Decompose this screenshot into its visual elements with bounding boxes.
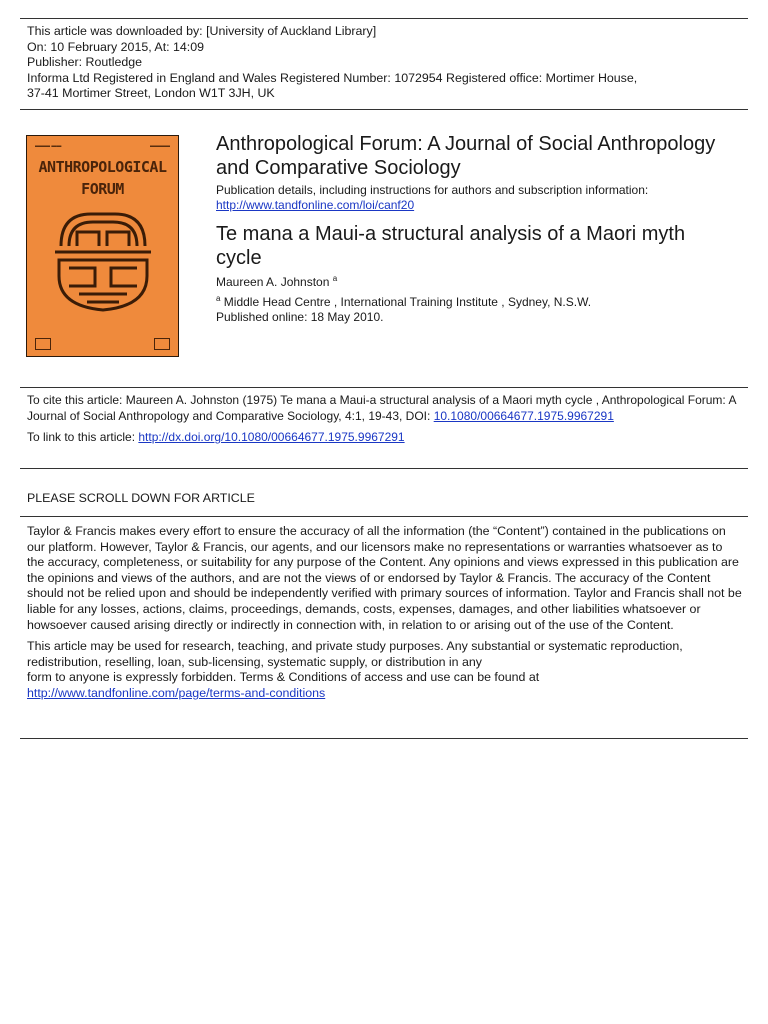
publication-details: Publication details, including instructions for authors and subscription information:	[216, 183, 649, 197]
header-line: 37-41 Mortimer Street, London W1T 3JH, UK	[27, 86, 275, 101]
top-rule	[20, 18, 748, 19]
journal-cover-image	[26, 135, 179, 357]
journal-title: Anthropological Forum: A Journal of Social Anthropology and Comparative Sociology	[216, 133, 716, 179]
cover-top-strip: ▬▬▬ ▬▬ ▬▬▬▬	[35, 143, 170, 149]
header-line: Publisher: Routledge	[27, 55, 143, 70]
usage-text: This article may be used for research, teaching, and private study purposes. Any substantial or systematic reproduction, redistribution, reselling, loan, sub-licensing, systematic supply, or distribution in any	[27, 639, 683, 669]
citation-rule	[20, 468, 748, 469]
cover-title-line: FORUM	[81, 180, 124, 198]
author-line	[216, 275, 736, 290]
article-title: Te mana a Maui-a structural analysis of a Maori myth cycle	[216, 223, 686, 269]
bottom-rule	[20, 738, 748, 739]
usage-text-2: form to anyone is expressly forbidden. Terms & Conditions of access and use can be found at	[27, 670, 540, 685]
disclaimer-block	[27, 524, 743, 708]
publisher-logo-icon	[35, 338, 51, 350]
header-line: Informa Ltd Registered in England and Wales Registered Number: 1072954 Registered office: Mortimer House,	[27, 70, 638, 85]
download-header	[27, 24, 742, 102]
cover-title	[33, 156, 172, 200]
affiliation-line	[216, 295, 736, 310]
terms-link[interactable]: http://www.tandfonline.com/page/terms-and-conditions	[27, 685, 326, 700]
disclaimer-paragraph: Taylor & Francis makes every effort to ensure the accuracy of all the information (the “Content”) contained in the publications on our platform. However, Taylor & Francis, our agents, and our licensors make no representations or warranties whatsoever as to the accuracy, completeness, or suitability for any purpose of the Content. Any opinions and views expressed in this publication are the opinions and views of the authors, and are not the views of or endorsed by Taylor & Francis. The accuracy of the Content should not be relied upon and should be independently verified with primary sources of information. Taylor and Francis shall not be liable for any losses, actions, claims, proceedings, demands, costs, expenses, damages, and other liabilities whatsoever or howsoever caused arising directly or indirectly in connection with, in relation to or arising out of the use of the Content.	[27, 524, 742, 632]
citation-block	[27, 393, 743, 452]
citation-text	[27, 393, 743, 424]
header-line: This article was downloaded by: [University of Auckland Library]	[27, 24, 377, 38]
affiliation-superscript: a	[216, 294, 221, 303]
cover-title-line: ANTHROPOLOGICAL	[38, 158, 167, 176]
article-url-link[interactable]: http://dx.doi.org/10.1080/00664677.1975.9967291	[138, 430, 405, 445]
doi-link[interactable]: 10.1080/00664677.1975.9967291	[433, 408, 614, 423]
link-line	[27, 430, 743, 446]
usage-paragraph	[27, 639, 743, 701]
journal-url-link[interactable]: http://www.tandfonline.com/loi/canf20	[216, 198, 415, 212]
link-label: To link to this article:	[27, 430, 139, 445]
metadata-rule	[20, 387, 748, 388]
routledge-logo-icon	[154, 338, 170, 350]
published-date: Published online: 18 May 2010.	[216, 310, 384, 324]
scroll-notice: PLEASE SCROLL DOWN FOR ARTICLE	[27, 491, 255, 505]
maori-pattern-icon	[51, 206, 155, 316]
article-metadata	[216, 132, 736, 325]
scroll-rule	[20, 516, 748, 517]
header-rule	[20, 109, 748, 110]
author-superscript: a	[332, 274, 338, 283]
citation-body: To cite this article: Maureen A. Johnston (1975) Te mana a Maui-a structural analysis of a Maori myth cycle , Anthropological Forum: A Journal of Social Anthropology and Comparative Sociology, 4:1, 19-43, DOI:	[27, 393, 736, 423]
affiliation: Middle Head Centre , International Training Institute , Sydney, N.S.W.	[223, 295, 592, 309]
author-name: Maureen A. Johnston	[216, 275, 330, 289]
header-line: On: 10 February 2015, At: 14:09	[27, 39, 205, 54]
cover-footer	[35, 330, 170, 350]
